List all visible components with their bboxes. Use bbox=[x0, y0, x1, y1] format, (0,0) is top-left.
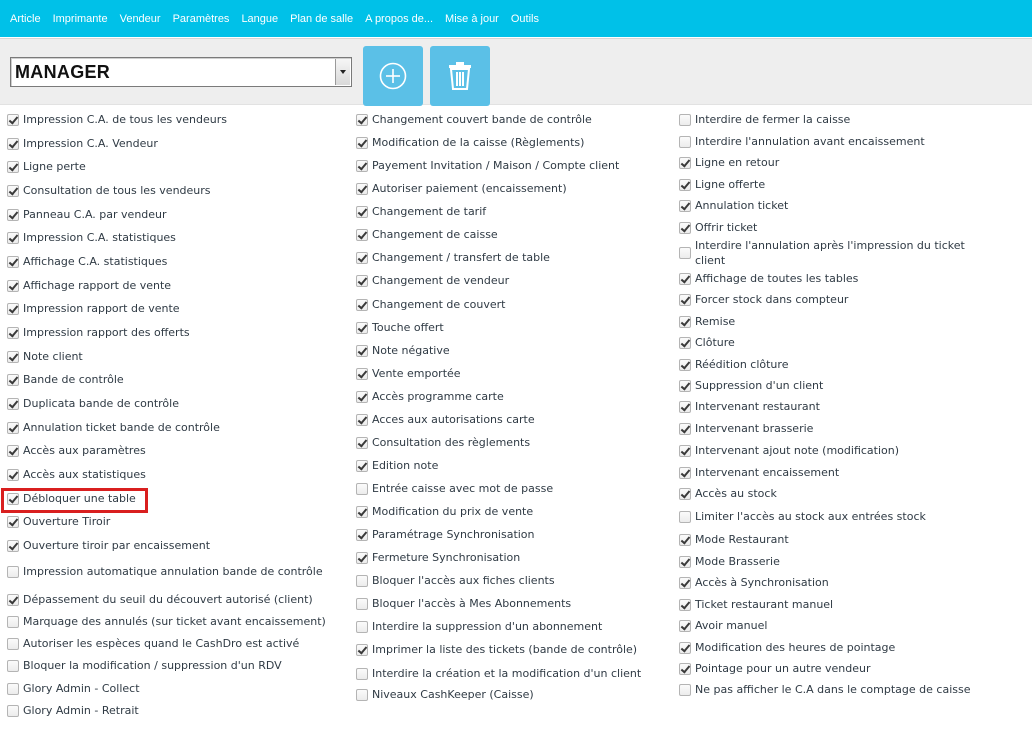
permission-label: Modification du prix de vente bbox=[372, 505, 534, 518]
permission-label: Ouverture Tiroir bbox=[23, 515, 111, 528]
permission-checkbox[interactable] bbox=[679, 534, 691, 546]
permission-col3-11[interactable] bbox=[679, 358, 788, 372]
permission-checkbox[interactable] bbox=[7, 303, 19, 315]
permission-label: Interdire la suppression d'un abonnement bbox=[372, 620, 603, 633]
permission-label: Clôture bbox=[695, 336, 735, 349]
permission-checkbox[interactable] bbox=[679, 684, 691, 696]
permission-label: Intervenant ajout note (modification) bbox=[695, 444, 900, 457]
permission-checkbox[interactable] bbox=[7, 540, 19, 552]
permission-col2-0[interactable] bbox=[356, 113, 592, 127]
permission-checkbox[interactable] bbox=[356, 529, 368, 541]
permission-label: Touche offert bbox=[372, 321, 444, 334]
permission-col3-2[interactable] bbox=[679, 156, 779, 170]
permission-label: Entrée caisse avec mot de passe bbox=[372, 482, 554, 495]
permission-col3-18[interactable] bbox=[679, 510, 926, 524]
permission-col2-14[interactable] bbox=[356, 436, 530, 450]
permission-checkbox[interactable] bbox=[679, 359, 691, 371]
menu-langue[interactable]: Langue bbox=[241, 12, 279, 25]
permission-col1-18[interactable] bbox=[7, 539, 210, 553]
permission-col1-14[interactable] bbox=[7, 444, 146, 458]
permission-col3-13[interactable] bbox=[679, 400, 820, 414]
permission-col3-19[interactable] bbox=[679, 533, 789, 547]
permission-checkbox[interactable] bbox=[356, 114, 368, 126]
permission-label: Impression automatique annulation bande de contrôle bbox=[23, 565, 323, 578]
permission-col1-10[interactable] bbox=[7, 350, 83, 364]
highlight-box bbox=[1, 488, 148, 513]
permission-label: Intervenant restaurant bbox=[695, 400, 820, 413]
permission-label: Réédition clôture bbox=[695, 358, 789, 371]
permission-col2-3[interactable] bbox=[356, 182, 567, 196]
permission-col2-22[interactable] bbox=[356, 620, 602, 634]
permission-col2-5[interactable] bbox=[356, 228, 498, 242]
permission-label: Edition note bbox=[372, 459, 439, 472]
permission-checkbox[interactable] bbox=[356, 275, 368, 287]
permission-label: Acces aux autorisations carte bbox=[372, 413, 535, 426]
permission-checkbox[interactable] bbox=[356, 160, 368, 172]
permission-col3-22[interactable] bbox=[679, 598, 833, 612]
permission-label: Mode Brasserie bbox=[695, 555, 780, 568]
permission-col1-22[interactable] bbox=[7, 637, 299, 651]
permission-col1-13[interactable] bbox=[7, 421, 220, 435]
permission-col3-1[interactable] bbox=[679, 135, 925, 149]
permission-checkbox[interactable] bbox=[679, 445, 691, 457]
permission-checkbox[interactable] bbox=[679, 273, 691, 285]
permission-checkbox[interactable] bbox=[356, 252, 368, 264]
permission-col3-8[interactable] bbox=[679, 293, 848, 307]
permission-col1-24[interactable] bbox=[7, 682, 140, 696]
permission-checkbox[interactable] bbox=[356, 575, 368, 587]
permission-label: Accès au stock bbox=[695, 487, 777, 500]
permission-checkbox[interactable] bbox=[356, 299, 368, 311]
permission-col2-7[interactable] bbox=[356, 274, 509, 288]
menu-plan-de-salle[interactable]: Plan de salle bbox=[290, 12, 354, 25]
permission-label: Autoriser les espèces quand le CashDro est activé bbox=[23, 637, 300, 650]
permission-checkbox[interactable] bbox=[679, 488, 691, 500]
permission-label: Intervenant encaissement bbox=[695, 466, 840, 479]
permission-checkbox[interactable] bbox=[679, 423, 691, 435]
permission-checkbox[interactable] bbox=[356, 644, 368, 656]
permission-checkbox[interactable] bbox=[7, 616, 19, 628]
menu-outils[interactable]: Outils bbox=[510, 12, 539, 25]
permission-label: Affichage de toutes les tables bbox=[695, 272, 859, 285]
permission-checkbox[interactable] bbox=[7, 683, 19, 695]
permission-label: Glory Admin - Collect bbox=[23, 682, 140, 695]
permission-label: Ouverture tiroir par encaissement bbox=[23, 539, 211, 552]
permission-label: Consultation de tous les vendeurs bbox=[23, 184, 211, 197]
permission-label: Panneau C.A. par vendeur bbox=[23, 208, 167, 221]
permission-col2-10[interactable] bbox=[356, 344, 450, 358]
permission-col3-6[interactable] bbox=[679, 238, 965, 268]
toolbar bbox=[0, 38, 1032, 105]
chevron-down-icon[interactable] bbox=[335, 59, 350, 85]
permission-label: Modification des heures de pointage bbox=[695, 641, 896, 654]
permission-label: Accès aux paramètres bbox=[23, 444, 146, 457]
permission-col1-4[interactable] bbox=[7, 208, 167, 222]
permission-checkbox[interactable] bbox=[679, 380, 691, 392]
permission-col2-8[interactable] bbox=[356, 298, 506, 312]
menu-imprimante[interactable]: Imprimante bbox=[52, 12, 108, 25]
permission-checkbox[interactable] bbox=[679, 114, 691, 126]
permission-checkbox[interactable] bbox=[356, 322, 368, 334]
permission-label: Impression rapport des offerts bbox=[23, 326, 190, 339]
permission-label: Payement Invitation / Maison / Compte client bbox=[372, 159, 620, 172]
permission-checkbox[interactable] bbox=[356, 668, 368, 680]
permission-label: Accès aux statistiques bbox=[23, 468, 146, 481]
permission-label: Annulation ticket bbox=[695, 199, 789, 212]
permission-label: Limiter l'accès au stock aux entrées stock bbox=[695, 510, 926, 523]
permission-col1-1[interactable] bbox=[7, 137, 158, 151]
permission-checkbox[interactable] bbox=[356, 621, 368, 633]
permission-col1-3[interactable] bbox=[7, 184, 211, 198]
permission-checkbox[interactable] bbox=[7, 351, 19, 363]
permission-label: Accès programme carte bbox=[372, 390, 504, 403]
permission-col2-24[interactable] bbox=[356, 667, 641, 681]
permission-col2-12[interactable] bbox=[356, 390, 504, 404]
permission-label: Affichage rapport de vente bbox=[23, 279, 172, 292]
profile-select-value: MANAGER bbox=[15, 62, 111, 82]
permission-checkbox[interactable] bbox=[7, 256, 19, 268]
permission-col3-5[interactable] bbox=[679, 221, 757, 235]
permission-label: Impression C.A. de tous les vendeurs bbox=[23, 113, 227, 126]
permission-checkbox[interactable] bbox=[356, 229, 368, 241]
permission-checkbox[interactable] bbox=[7, 114, 19, 126]
permission-col3-26[interactable] bbox=[679, 683, 970, 697]
permission-col3-0[interactable] bbox=[679, 113, 850, 127]
permission-col1-25[interactable] bbox=[7, 704, 139, 718]
permission-checkbox[interactable] bbox=[356, 206, 368, 218]
permission-label: Changement de caisse bbox=[372, 228, 498, 241]
permission-checkbox[interactable] bbox=[356, 137, 368, 149]
permission-label: Affichage C.A. statistiques bbox=[23, 255, 168, 268]
permission-checkbox[interactable] bbox=[679, 556, 691, 568]
permission-col3-20[interactable] bbox=[679, 555, 780, 569]
permission-col3-7[interactable] bbox=[679, 272, 858, 286]
permission-checkbox[interactable] bbox=[7, 445, 19, 457]
permission-col3-3[interactable] bbox=[679, 178, 765, 192]
permission-label: Interdire la création et la modification d'un client bbox=[372, 667, 642, 680]
permission-checkbox[interactable] bbox=[679, 620, 691, 632]
plus-circle-icon bbox=[378, 61, 408, 91]
permission-checkbox[interactable] bbox=[356, 552, 368, 564]
permission-label: Ligne perte bbox=[23, 160, 86, 173]
permission-label: Duplicata bande de contrôle bbox=[23, 397, 179, 410]
permission-col1-15[interactable] bbox=[7, 468, 146, 482]
permission-label: Forcer stock dans compteur bbox=[695, 293, 849, 306]
permission-label: Accès à Synchronisation bbox=[695, 576, 829, 589]
permission-label: Annulation ticket bande de contrôle bbox=[23, 421, 220, 434]
permission-label: Impression rapport de vente bbox=[23, 302, 180, 315]
permission-label: Ligne en retour bbox=[695, 156, 780, 169]
permission-checkbox[interactable] bbox=[7, 516, 19, 528]
permission-checkbox[interactable] bbox=[7, 705, 19, 717]
permission-col2-1[interactable] bbox=[356, 136, 584, 150]
permission-checkbox[interactable] bbox=[679, 200, 691, 212]
permission-checkbox[interactable] bbox=[7, 280, 19, 292]
permission-checkbox[interactable] bbox=[7, 209, 19, 221]
permission-checkbox[interactable] bbox=[356, 368, 368, 380]
permission-checkbox[interactable] bbox=[356, 460, 368, 472]
permission-col1-7[interactable] bbox=[7, 279, 171, 293]
permission-col2-17[interactable] bbox=[356, 505, 533, 519]
permission-label: Changement couvert bande de contrôle bbox=[372, 113, 592, 126]
permission-checkbox[interactable] bbox=[356, 391, 368, 403]
permission-col2-6[interactable] bbox=[356, 251, 550, 265]
permission-col2-23[interactable] bbox=[356, 643, 637, 657]
permission-label: Interdire de fermer la caisse bbox=[695, 113, 851, 126]
permission-checkbox[interactable] bbox=[7, 660, 19, 672]
permission-label: Fermeture Synchronisation bbox=[372, 551, 521, 564]
permission-checkbox[interactable] bbox=[679, 511, 691, 523]
permission-col1-17[interactable] bbox=[7, 515, 110, 529]
permission-label: Marquage des annulés (sur ticket avant encaissement) bbox=[23, 615, 326, 628]
permission-label: Avoir manuel bbox=[695, 619, 768, 632]
permission-checkbox[interactable] bbox=[679, 136, 691, 148]
permission-label: Consultation des règlements bbox=[372, 436, 531, 449]
permission-label: Mode Restaurant bbox=[695, 533, 789, 546]
permission-label: Bloquer la modification / suppression d'un RDV bbox=[23, 659, 282, 672]
permission-label: Débloquer une table bbox=[23, 492, 136, 505]
permission-checkbox[interactable] bbox=[679, 316, 691, 328]
permission-label: Suppression d'un client bbox=[695, 379, 824, 392]
permission-checkbox[interactable] bbox=[356, 689, 368, 701]
permission-checkbox[interactable] bbox=[679, 179, 691, 191]
permission-label: Changement de couvert bbox=[372, 298, 506, 311]
permission-checkbox[interactable] bbox=[7, 469, 19, 481]
permission-checkbox[interactable] bbox=[7, 327, 19, 339]
permission-label: Changement / transfert de table bbox=[372, 251, 550, 264]
permission-col1-19[interactable] bbox=[7, 565, 323, 579]
permission-checkbox[interactable] bbox=[679, 157, 691, 169]
permission-col1-2[interactable] bbox=[7, 160, 86, 174]
permission-col1-23[interactable] bbox=[7, 659, 282, 673]
permission-col3-9[interactable] bbox=[679, 315, 735, 329]
permission-checkbox[interactable] bbox=[7, 185, 19, 197]
permission-checkbox[interactable] bbox=[7, 374, 19, 386]
menu-article[interactable]: Article bbox=[10, 12, 41, 25]
permission-label: Glory Admin - Retrait bbox=[23, 704, 139, 717]
permission-label: Interdire l'annulation avant encaissement bbox=[695, 135, 925, 148]
permission-col1-20[interactable] bbox=[7, 593, 313, 607]
permission-label: Note négative bbox=[372, 344, 450, 357]
permission-checkbox[interactable] bbox=[679, 642, 691, 654]
permission-col2-25[interactable] bbox=[356, 688, 534, 702]
permission-col3-14[interactable] bbox=[679, 422, 813, 436]
permission-label: Modification de la caisse (Règlements) bbox=[372, 136, 585, 149]
permission-col3-24[interactable] bbox=[679, 641, 895, 655]
permission-col1-12[interactable] bbox=[7, 397, 179, 411]
permission-label: Niveaux CashKeeper (Caisse) bbox=[372, 688, 534, 701]
permission-label: Bloquer l'accès aux fiches clients bbox=[372, 574, 555, 587]
permission-checkbox[interactable] bbox=[7, 638, 19, 650]
permission-col3-25[interactable] bbox=[679, 662, 871, 676]
permission-checkbox[interactable] bbox=[679, 401, 691, 413]
trash-icon bbox=[446, 61, 474, 91]
permission-label: Imprimer la liste des tickets (bande de contrôle) bbox=[372, 643, 638, 656]
permission-checkbox[interactable] bbox=[7, 422, 19, 434]
permission-col1-6[interactable] bbox=[7, 255, 167, 269]
permission-checkbox[interactable] bbox=[356, 483, 368, 495]
permission-label: Bande de contrôle bbox=[23, 373, 124, 386]
permission-checkbox[interactable] bbox=[356, 345, 368, 357]
permission-label: Pointage pour un autre vendeur bbox=[695, 662, 871, 675]
permission-checkbox[interactable] bbox=[679, 294, 691, 306]
permission-checkbox[interactable] bbox=[7, 594, 19, 606]
permission-label: Dépassement du seuil du découvert autorisé (client) bbox=[23, 593, 313, 606]
permission-col2-4[interactable] bbox=[356, 205, 486, 219]
menu-bar bbox=[0, 0, 1032, 37]
permission-label: Impression C.A. statistiques bbox=[23, 231, 176, 244]
permission-col2-20[interactable] bbox=[356, 574, 555, 588]
permission-label: Autoriser paiement (encaissement) bbox=[372, 182, 567, 195]
permission-label: Vente emportée bbox=[372, 367, 461, 380]
permission-label: Remise bbox=[695, 315, 736, 328]
menu-mise-a-jour[interactable]: Mise à jour bbox=[445, 12, 499, 25]
permission-label: Impression C.A. Vendeur bbox=[23, 137, 158, 150]
permission-col3-12[interactable] bbox=[679, 379, 823, 393]
permission-col2-21[interactable] bbox=[356, 597, 571, 611]
permission-checkbox[interactable] bbox=[679, 467, 691, 479]
menu-parametres[interactable]: Paramètres bbox=[172, 12, 230, 25]
permission-col2-2[interactable] bbox=[356, 159, 619, 173]
permission-label: Ligne offerte bbox=[695, 178, 766, 191]
permission-checkbox[interactable] bbox=[356, 506, 368, 518]
permission-label: Note client bbox=[23, 350, 83, 363]
permission-label: Ticket restaurant manuel bbox=[695, 598, 834, 611]
permission-label: Bloquer l'accès à Mes Abonnements bbox=[372, 597, 572, 610]
delete-profile-button[interactable] bbox=[430, 46, 490, 106]
permission-col1-5[interactable] bbox=[7, 231, 176, 245]
permission-col3-16[interactable] bbox=[679, 466, 839, 480]
permission-col2-9[interactable] bbox=[356, 321, 444, 335]
permission-checkbox[interactable] bbox=[7, 138, 19, 150]
permission-col1-8[interactable] bbox=[7, 302, 180, 316]
menu-vendeur[interactable]: Vendeur bbox=[119, 12, 161, 25]
permission-col1-21[interactable] bbox=[7, 615, 326, 629]
permission-checkbox[interactable] bbox=[7, 566, 19, 578]
permission-label: Paramétrage Synchronisation bbox=[372, 528, 535, 541]
permission-checkbox[interactable] bbox=[679, 337, 691, 349]
permission-checkbox[interactable] bbox=[679, 247, 691, 259]
permission-col3-21[interactable] bbox=[679, 576, 829, 590]
permission-col3-15[interactable] bbox=[679, 444, 899, 458]
permission-col3-4[interactable] bbox=[679, 199, 788, 213]
permission-col2-15[interactable] bbox=[356, 459, 438, 473]
permission-col2-18[interactable] bbox=[356, 528, 535, 542]
permission-col3-10[interactable] bbox=[679, 336, 735, 350]
permission-label: Changement de vendeur bbox=[372, 274, 510, 287]
permission-col2-19[interactable] bbox=[356, 551, 520, 565]
permission-checkbox[interactable] bbox=[7, 161, 19, 173]
permission-col1-9[interactable] bbox=[7, 326, 190, 340]
permission-col2-13[interactable] bbox=[356, 413, 535, 427]
permission-label: Changement de tarif bbox=[372, 205, 487, 218]
permission-checkbox[interactable] bbox=[679, 222, 691, 234]
permission-checkbox[interactable] bbox=[679, 577, 691, 589]
profile-select[interactable] bbox=[10, 57, 352, 87]
permission-label: Offrir ticket bbox=[695, 221, 758, 234]
permission-checkbox[interactable] bbox=[356, 437, 368, 449]
permission-checkbox[interactable] bbox=[679, 663, 691, 675]
permission-col1-0[interactable] bbox=[7, 113, 227, 127]
permission-col3-23[interactable] bbox=[679, 619, 767, 633]
add-profile-button[interactable] bbox=[363, 46, 423, 106]
permission-col3-17[interactable] bbox=[679, 487, 777, 501]
permission-col2-16[interactable] bbox=[356, 482, 553, 496]
permission-checkbox[interactable] bbox=[7, 398, 19, 410]
permission-label: Ne pas afficher le C.A dans le comptage de caisse bbox=[695, 683, 971, 696]
permission-col2-11[interactable] bbox=[356, 367, 461, 381]
permission-checkbox[interactable] bbox=[679, 599, 691, 611]
permission-label: Intervenant brasserie bbox=[695, 422, 814, 435]
permission-checkbox[interactable] bbox=[356, 183, 368, 195]
permission-checkbox[interactable] bbox=[7, 232, 19, 244]
permission-col1-11[interactable] bbox=[7, 373, 124, 387]
permission-checkbox[interactable] bbox=[356, 598, 368, 610]
permission-checkbox[interactable] bbox=[356, 414, 368, 426]
menu-a-propos[interactable]: A propos de... bbox=[365, 12, 434, 25]
permission-label: Interdire l'annulation après l'impression du ticket client bbox=[695, 239, 965, 267]
